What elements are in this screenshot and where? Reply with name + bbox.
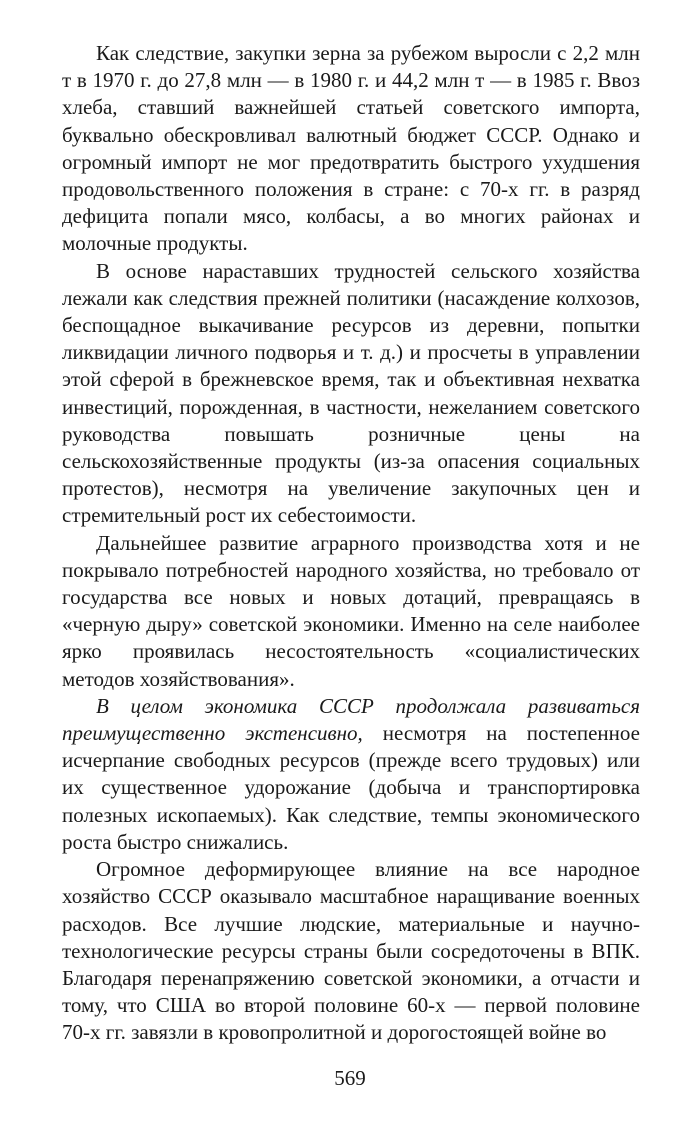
paragraph-agriculture-difficulties: В основе нараставших трудностей сельского хозяйства лежали как следствия прежней политики (насаждение колхозов, беспощадное выкачивание ресурсов из деревни, попытки ликвидации личного подворья и т. д.) и просчеты в управлении этой сферой в брежневское время, так и объективная нехватка инвестиций, порожденная, в частности, нежеланием советского руководства повышать розничные цены на сельскохозяйственные продукты (из-за опасения социальных протестов), несмотря на увеличение закупочных цен и стремительный рост их себестоимости. [62, 258, 640, 528]
paragraph-agrarian-development: Дальнейшее развитие аграрного производства хотя и не покрывало потребностей народного хозяйства, но требовало от государства все новых и новых дотаций, превращаясь в «черную дыру» советской экономики. Именно на селе наиболее ярко проявилась несостоятельность «социалистических методов хозяйствования». [62, 530, 640, 691]
emphasis-extensive-growth: В целом экономика СССР продолжала развиваться преимущественно экстенсивно, [62, 693, 640, 746]
page-body [62, 40, 640, 1047]
paragraph-extensive-economy-text: несмотря на постепенное исчерпание свободных ресурсов (прежде всего трудовых) или их существенное удорожание (добыча и транспортировка полезных ископаемых). Как следствие, темпы экономического роста быстро снижались. [62, 721, 640, 854]
page-number: 569 [334, 1066, 366, 1090]
paragraph-extensive-economy [62, 693, 640, 856]
paragraph-grain-imports: Как следствие, закупки зерна за рубежом выросли с 2,2 млн т в 1970 г. до 27,8 млн — в 1980 г. и 44,2 млн т — в 1985 г. Ввоз хлеба, ставший важнейшей статьей советского импорта, буквально обескровливал валютный бюджет СССР. Однако и огромный импорт не мог предотвратить быстрого ухудшения продовольственного положения в стране: с 70-х гг. в разряд дефицита попали мясо, колбасы, а во многих районах и молочные продукты. [62, 41, 640, 256]
paragraph-military-spending: Огромное деформирующее влияние на все народное хозяйство СССР оказывало масштабное наращивание военных расходов. Все лучшие людские, материальные и научно-технологические ресурсы страны были сосредоточены в ВПК. Благодаря перенапряжению советской экономики, а отчасти и тому, что США во второй половине 60-х — первой половине 70-х гг. завязли в кровопролитной и дорогостоящей войне во [62, 857, 640, 1045]
